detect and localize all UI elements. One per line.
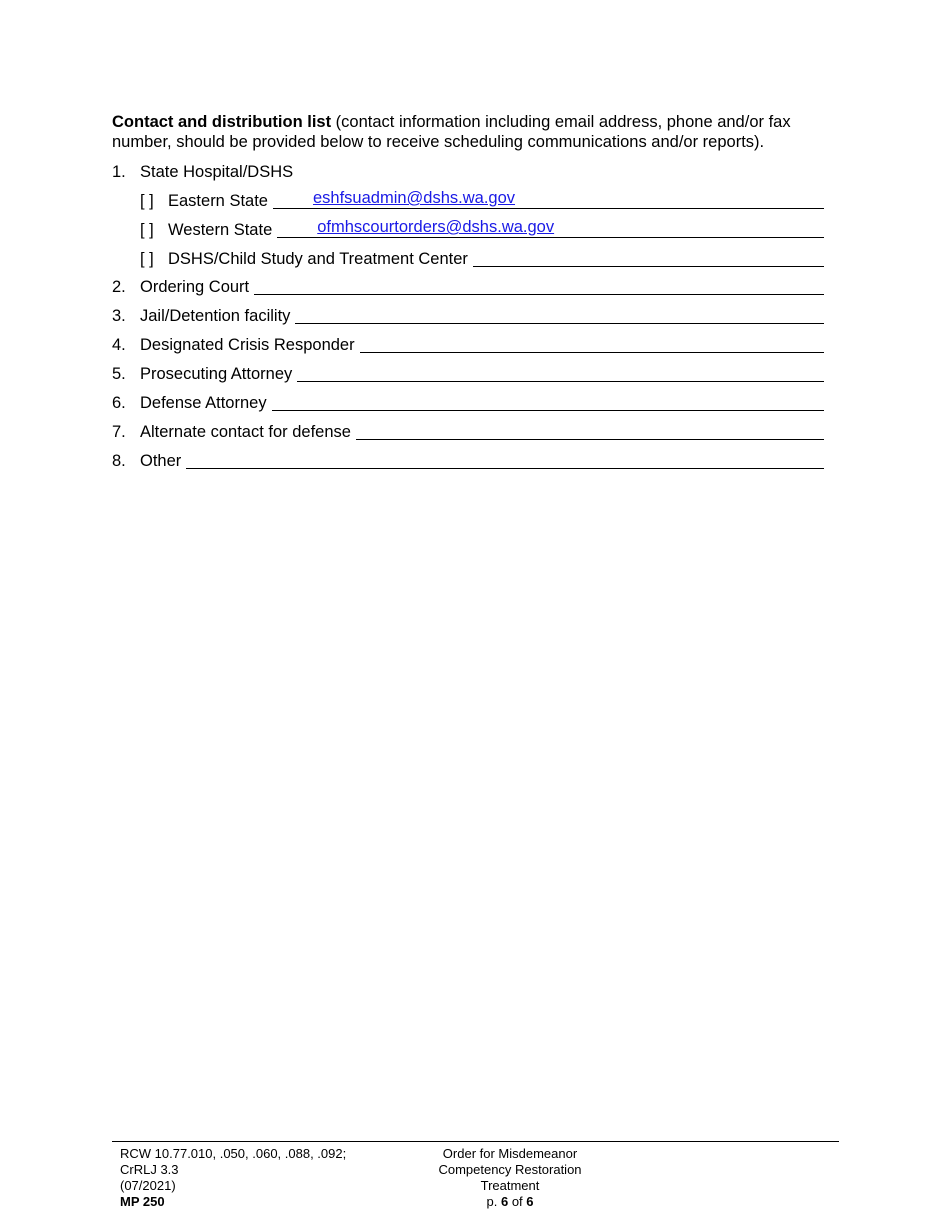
western-state-email-link[interactable]: ofmhscourtorders@dshs.wa.gov [317, 218, 555, 236]
item-label: Prosecuting Attorney [140, 365, 293, 383]
intro-heading: Contact and distribution list [112, 113, 332, 131]
item-label: Alternate contact for defense [140, 423, 351, 441]
checkbox-eastern-state[interactable]: [ ] [140, 192, 154, 210]
page-number [410, 1194, 610, 1210]
list-item-ordering-court [112, 275, 824, 297]
footer-rcw: RCW 10.77.010, .050, .060, .088, .092; [120, 1146, 347, 1161]
item-number: 3. [112, 307, 126, 325]
checkbox-western-state[interactable]: [ ] [140, 221, 154, 239]
sub-item-child-study-center [140, 247, 824, 269]
item-label: State Hospital/DSHS [140, 163, 294, 181]
footer-title-line: Order for Misdemeanor [442, 1146, 578, 1161]
intro-text: (contact information including email address, phone and/or fax number, should be provided below to receive scheduling communications and/or reports). [112, 113, 791, 151]
page-of: of [511, 1194, 523, 1209]
footer-title-line: Competency Restoration [438, 1162, 582, 1177]
item-number: 6. [112, 394, 126, 412]
list-item-jail-detention [112, 304, 824, 326]
item-label: Designated Crisis Responder [140, 336, 355, 354]
checkbox-child-study-center[interactable]: [ ] [140, 250, 154, 268]
other-field[interactable] [186, 448, 824, 469]
item-number: 2. [112, 278, 126, 296]
western-state-contact-field[interactable] [277, 217, 824, 238]
item-number: 5. [112, 365, 126, 383]
jail-detention-field[interactable] [295, 303, 824, 324]
item-label: Other [140, 452, 182, 470]
page-total: 6 [526, 1194, 534, 1209]
list-item-state-hospital [112, 160, 824, 182]
footer-citation [120, 1146, 346, 1210]
crisis-responder-field[interactable] [360, 332, 824, 353]
sub-item-western-state [140, 218, 824, 240]
footer-title [410, 1146, 610, 1210]
list-item-other [112, 449, 824, 471]
footer-form-number: MP 250 [120, 1194, 165, 1209]
item-number: 4. [112, 336, 126, 354]
footer-title-line: Treatment [480, 1178, 540, 1193]
item-label: Jail/Detention facility [140, 307, 291, 325]
item-number: 7. [112, 423, 126, 441]
list-item-crisis-responder [112, 333, 824, 355]
footer-rule-ref: CrRLJ 3.3 [120, 1162, 179, 1177]
footer-divider [112, 1141, 839, 1142]
defense-attorney-field[interactable] [272, 390, 824, 411]
alternate-contact-field[interactable] [356, 419, 824, 440]
sub-item-eastern-state [140, 189, 824, 211]
child-study-center-contact-field[interactable] [473, 246, 824, 267]
sub-item-label: Western State [168, 221, 273, 239]
list-item-prosecuting-attorney [112, 362, 824, 384]
list-item-defense-attorney [112, 391, 824, 413]
item-number: 8. [112, 452, 126, 470]
eastern-state-email-link[interactable]: eshfsuadmin@dshs.wa.gov [312, 189, 516, 207]
footer-date: (07/2021) [120, 1178, 176, 1193]
ordering-court-field[interactable] [254, 274, 824, 295]
sub-item-label: DSHS/Child Study and Treatment Center [168, 250, 468, 268]
list-item-alternate-contact [112, 420, 824, 442]
page-prefix: p. [486, 1194, 498, 1209]
page-current: 6 [500, 1194, 509, 1209]
item-label: Defense Attorney [140, 394, 267, 412]
distribution-list-intro [112, 112, 824, 152]
sub-item-label: Eastern State [168, 192, 268, 210]
prosecuting-attorney-field[interactable] [297, 361, 824, 382]
eastern-state-contact-field[interactable] [273, 188, 824, 209]
item-number: 1. [112, 163, 126, 181]
item-label: Ordering Court [140, 278, 250, 296]
